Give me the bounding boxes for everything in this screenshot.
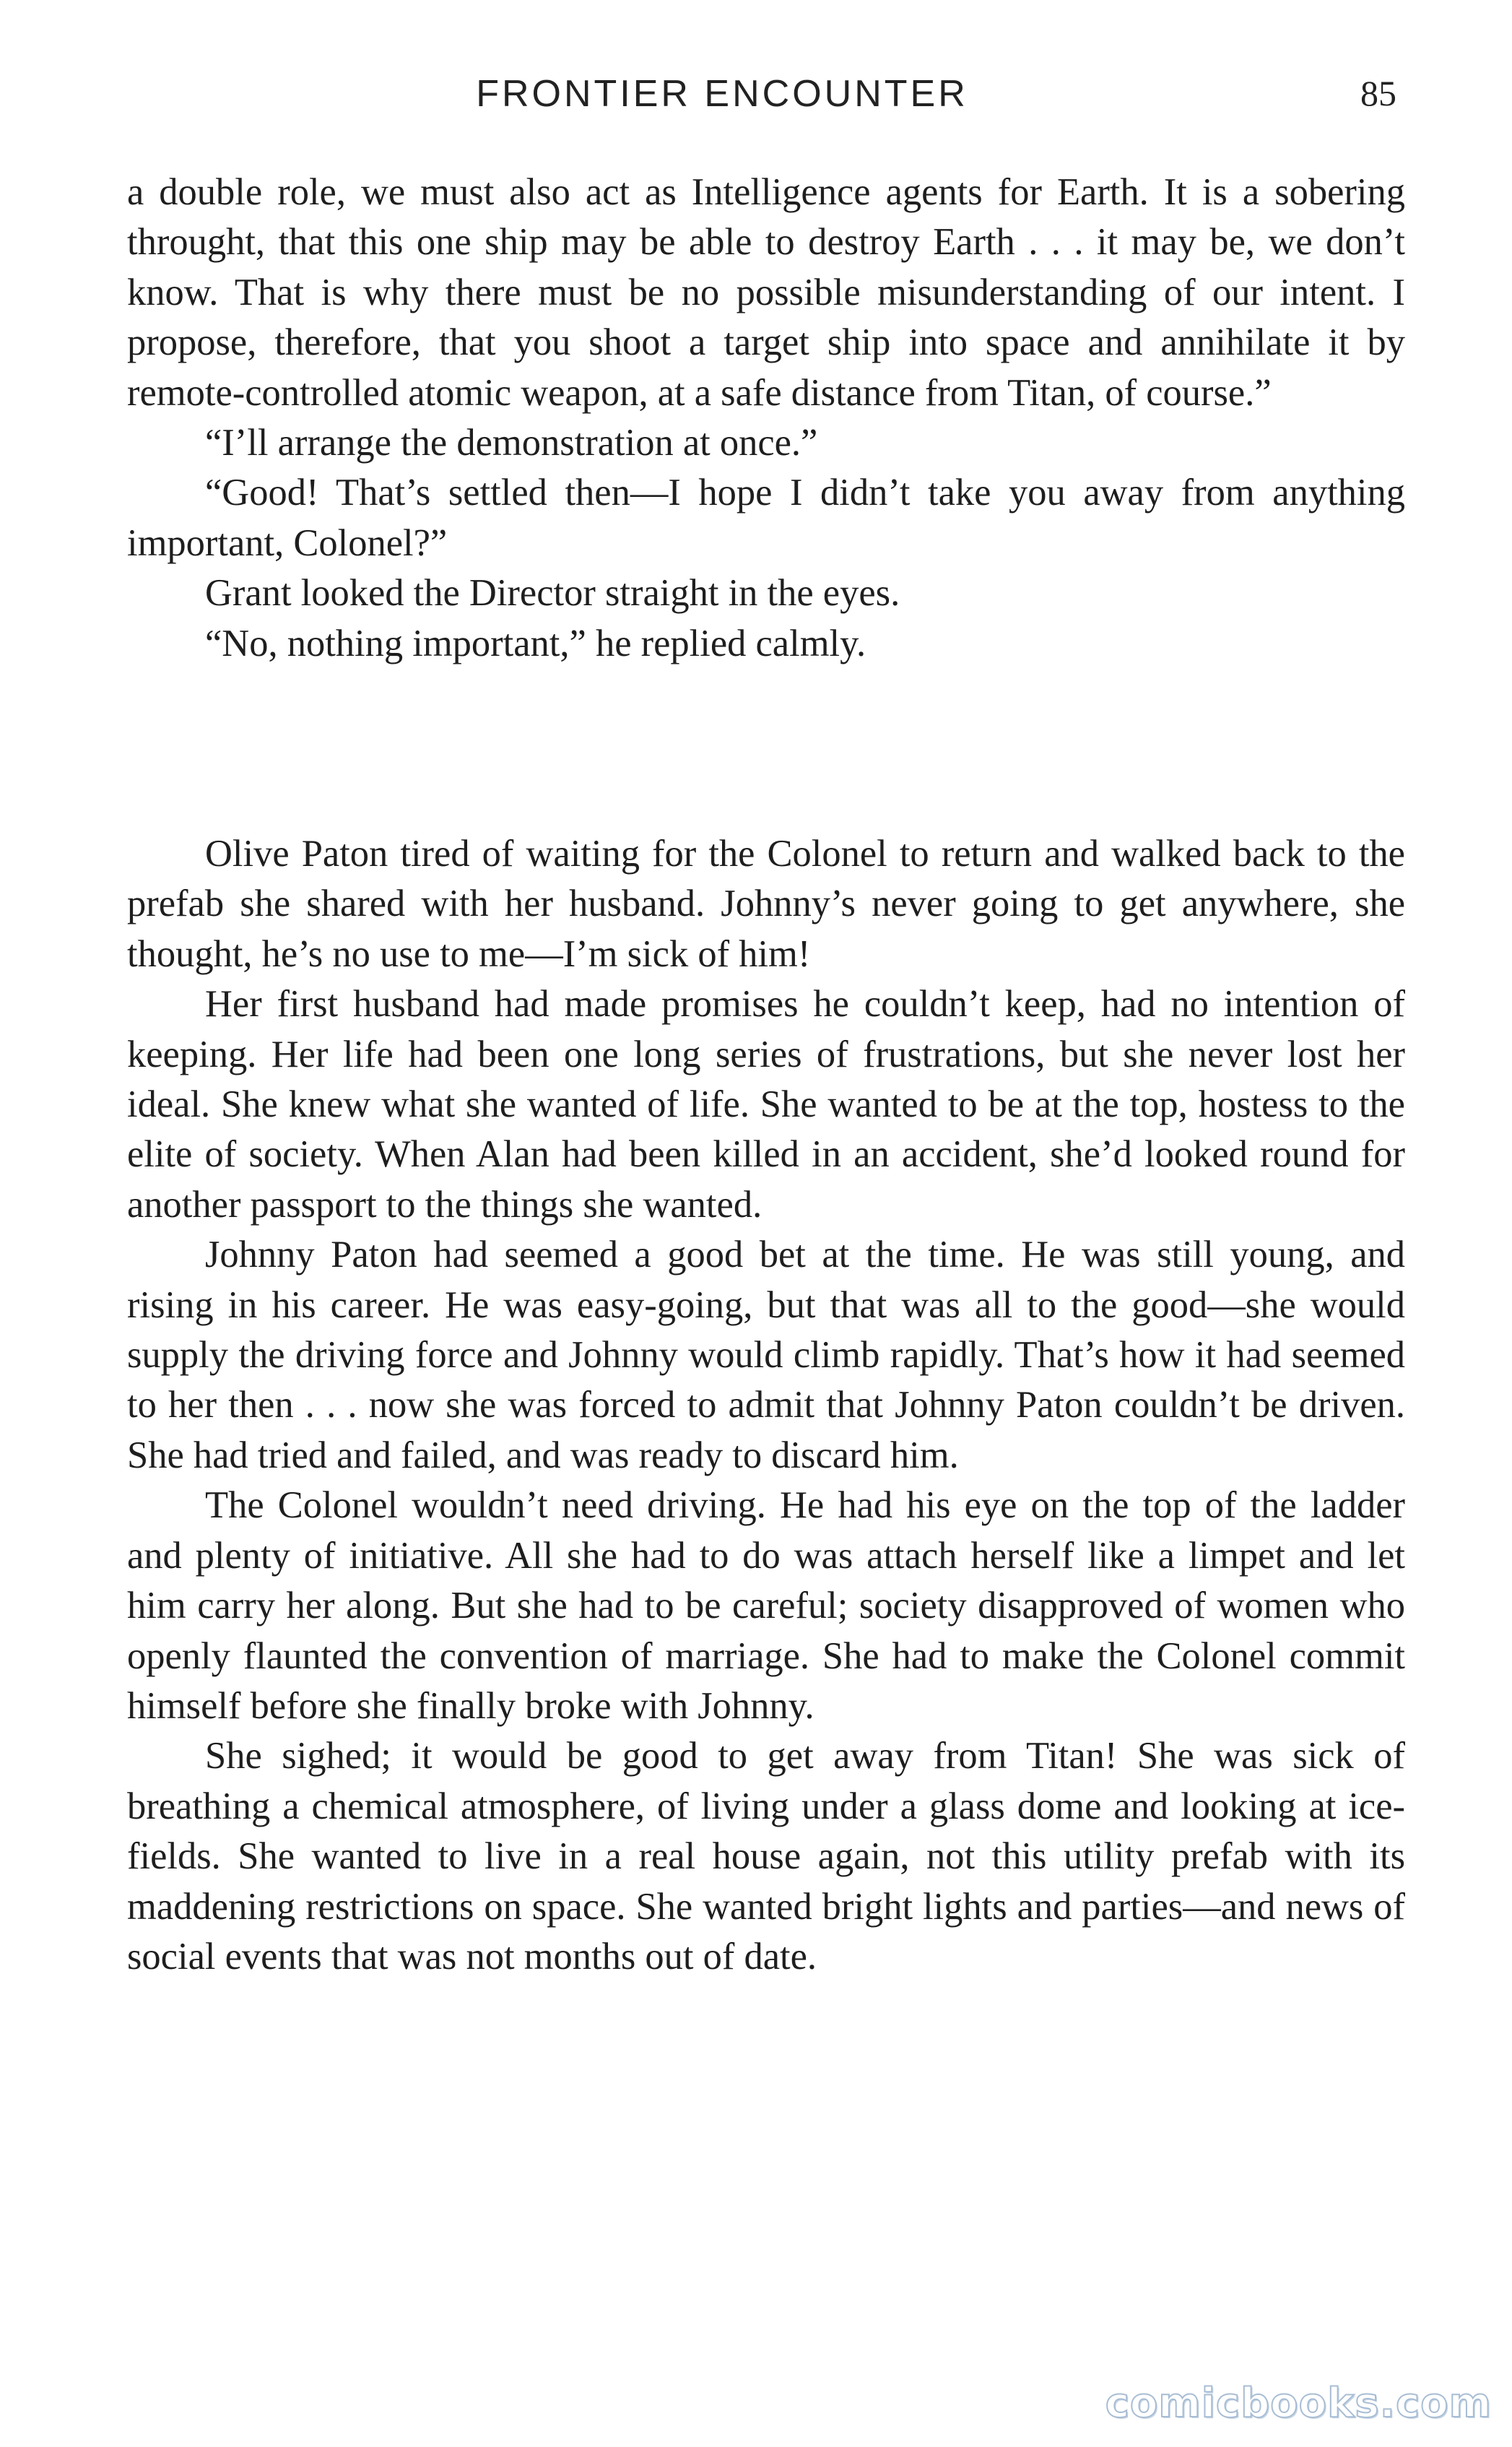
paragraph: “No, nothing important,” he replied calmly.	[205, 622, 866, 664]
paragraph: Olive Paton tired of waiting for the Colonel to return and walked back to the prefab she shared with her husband. Johnny’s never going to get anywhere, she thought, he’s no use to me—I’m sick of him!	[127, 833, 1405, 975]
paragraph: Her first husband had made promises he couldn’t keep, had no intention of keeping. Her life had been one long series of frustrations, but she never lost her ideal. She knew what she wanted of life. She wanted to be at the top, hostess to the elite of society. When Alan had been killed in an accident, she’d looked round for another passport to the things she wanted.	[127, 983, 1405, 1226]
paragraph: Johnny Paton had seemed a good bet at the time. He was still young, and rising in his career. He was easy-going, but that was all to the good—she would supply the driving force and Johnny would climb rapidly. That’s how it had seemed to her then . . . now she was forced to admit that Johnny Paton couldn’t be driven. She had tried and failed, and was ready to discard him.	[127, 1234, 1405, 1476]
text-section-1	[127, 168, 1405, 669]
paragraph: a double role, we must also act as Intelligence agents for Earth. It is a sobering throught, that this one ship may be able to destroy Earth . . . it may be, we don’t know. That is why there must be no possible misunderstanding of our intent. I propose, therefore, that you shoot a target ship into space and annihilate it by remote-controlled atomic weapon, at a safe distance from Titan, of course.”	[127, 171, 1405, 414]
running-head	[0, 66, 1512, 124]
paragraph: “I’ll arrange the demonstration at once.”	[205, 422, 818, 464]
watermark-logo: comicbooks.com	[1105, 2380, 1492, 2427]
text-section-2	[127, 829, 1405, 1982]
paragraph: She sighed; it would be good to get away from Titan! She was sick of breathing a chemical atmosphere, of living under a glass dome and looking at ice-fields. She wanted to live in a real house again, not this utility prefab with its maddening restrictions on space. She wanted bright lights and parties—and news of social events that was not months out of date.	[127, 1735, 1405, 1978]
running-title: FRONTIER ENCOUNTER	[476, 73, 968, 115]
paragraph: “Good! That’s settled then—I hope I didn’t take you away from anything important, Colonel?”	[127, 472, 1405, 564]
page-number: 85	[1360, 73, 1396, 113]
paragraph: The Colonel wouldn’t need driving. He had his eye on the top of the ladder and plenty of initiative. All she had to do was attach herself like a limpet and let him carry her along. But she had to be careful; society disapproved of women who openly flaunted the convention of marriage. She had to make the Colonel commit himself before she finally broke with Johnny.	[127, 1484, 1405, 1727]
paragraph: Grant looked the Director straight in the eyes.	[205, 572, 900, 615]
